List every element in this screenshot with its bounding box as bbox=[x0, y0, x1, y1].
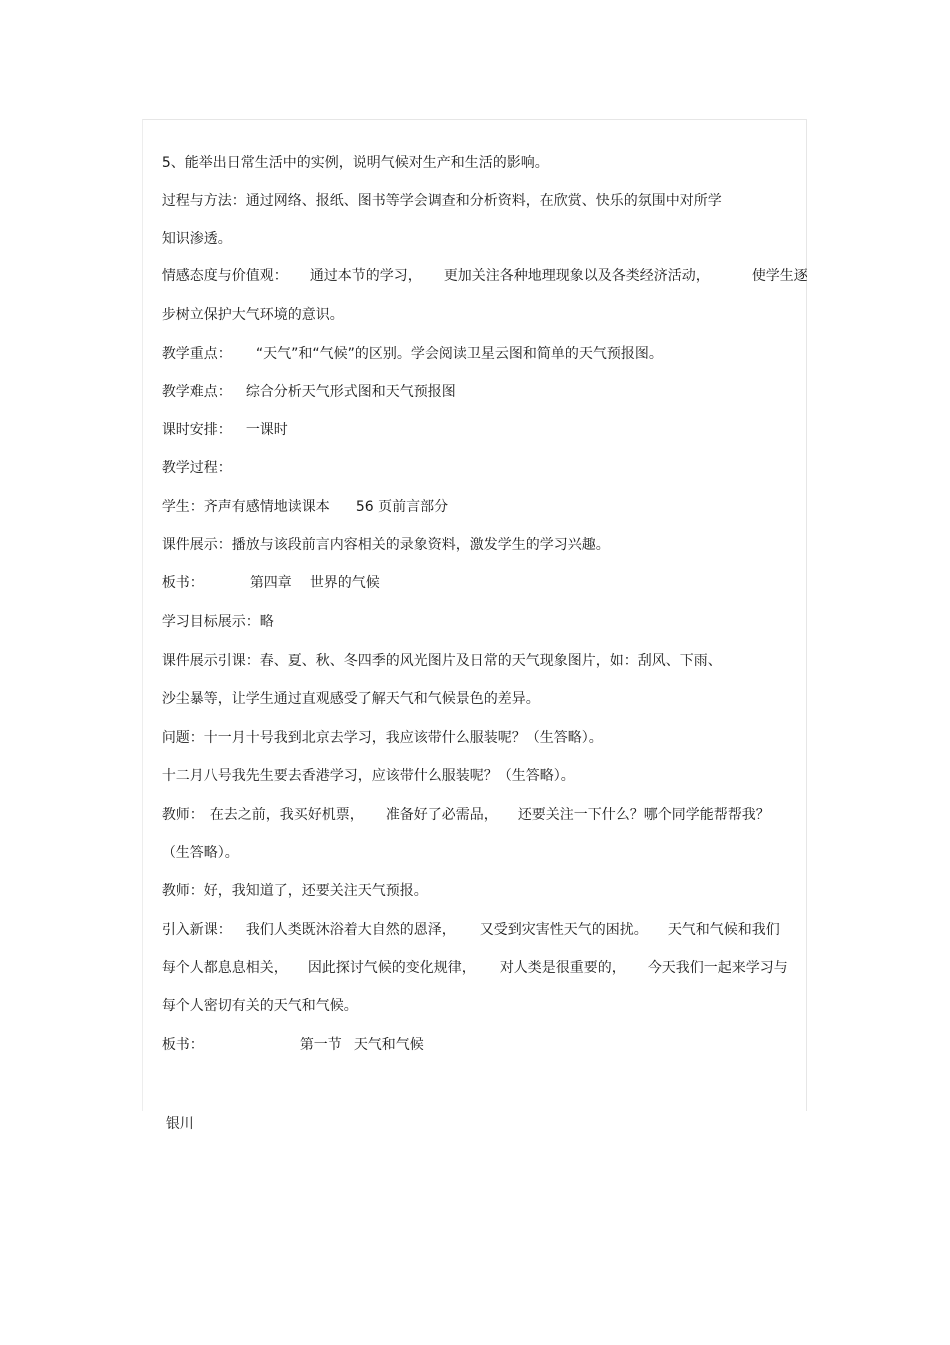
teacher-question-line: 教师： 在去之前，我买好机票， 准备好了必需品， 还要关注一下什么？哪个同学能帮帮我？ bbox=[161, 807, 770, 823]
teacher-question-line-cont: （生答略）。 bbox=[161, 845, 239, 861]
new-lesson-intro-line-end: 每个人密切有关的天气和气候。 bbox=[161, 998, 358, 1014]
board-writing-section-line: 板书： 第一节 天气和气候 bbox=[161, 1037, 424, 1053]
emotion-values-line: 情感态度与价值观： 通过本节的学习， 更加关注各种地理现象以及各类经济活动， 使学生逐 bbox=[161, 268, 808, 284]
objective-5-line: 5、能举出日常生活中的实例，说明气候对生产和生活的影响。 bbox=[161, 155, 549, 171]
new-lesson-intro-line-cont: 每个人都息息相关， 因此探讨气候的变化规律， 对人类是很重要的， 今天我们一起来学习与 bbox=[161, 960, 788, 976]
courseware-intro-line: 课件展示引课：春、夏、秋、冬四季的风光图片及日常的天气现象图片，如：刮风、下雨、 bbox=[161, 653, 722, 669]
board-writing-chapter-line: 板书： 第四章 世界的气候 bbox=[161, 575, 380, 591]
learning-goals-line: 学习目标展示：略 bbox=[161, 614, 274, 630]
teacher-answer-line: 教师：好，我知道了，还要关注天气预报。 bbox=[161, 883, 428, 899]
emotion-values-line-cont: 步树立保护大气环境的意识。 bbox=[161, 307, 344, 323]
courseware-display-line: 课件展示：播放与该段前言内容相关的录象资料，激发学生的学习兴趣。 bbox=[161, 537, 610, 553]
teaching-focus-line: 教学重点： “天气”和“气候”的区别。学会阅读卫星云图和简单的天气预报图。 bbox=[161, 346, 663, 362]
question-beijing-line: 问题：十一月十号我到北京去学习，我应该带什么服装呢？（生答略）。 bbox=[161, 730, 603, 746]
question-hongkong-line: 十二月八号我先生要去香港学习，应该带什么服装呢？（生答略）。 bbox=[161, 768, 575, 784]
process-method-line: 过程与方法：通过网络、报纸、图书等学会调查和分析资料，在欣赏、快乐的氛围中对所学 bbox=[161, 193, 722, 209]
class-schedule-line: 课时安排： 一课时 bbox=[161, 422, 288, 438]
location-label: 银川 bbox=[165, 1116, 194, 1132]
new-lesson-intro-line: 引入新课： 我们人类既沐浴着大自然的恩泽， 又受到灾害性天气的困扰。 天气和气候和我们 bbox=[161, 922, 780, 938]
teaching-process-heading: 教学过程： bbox=[161, 460, 232, 476]
teaching-difficulty-line: 教学难点： 综合分析天气形式图和天气预报图 bbox=[161, 384, 456, 400]
process-method-line-cont: 知识渗透。 bbox=[161, 231, 232, 247]
courseware-intro-line-cont: 沙尘暴等，让学生通过直观感受了解天气和气候景色的差异。 bbox=[161, 691, 540, 707]
student-reading-line: 学生：齐声有感情地读课本 56 页前言部分 bbox=[161, 499, 449, 515]
